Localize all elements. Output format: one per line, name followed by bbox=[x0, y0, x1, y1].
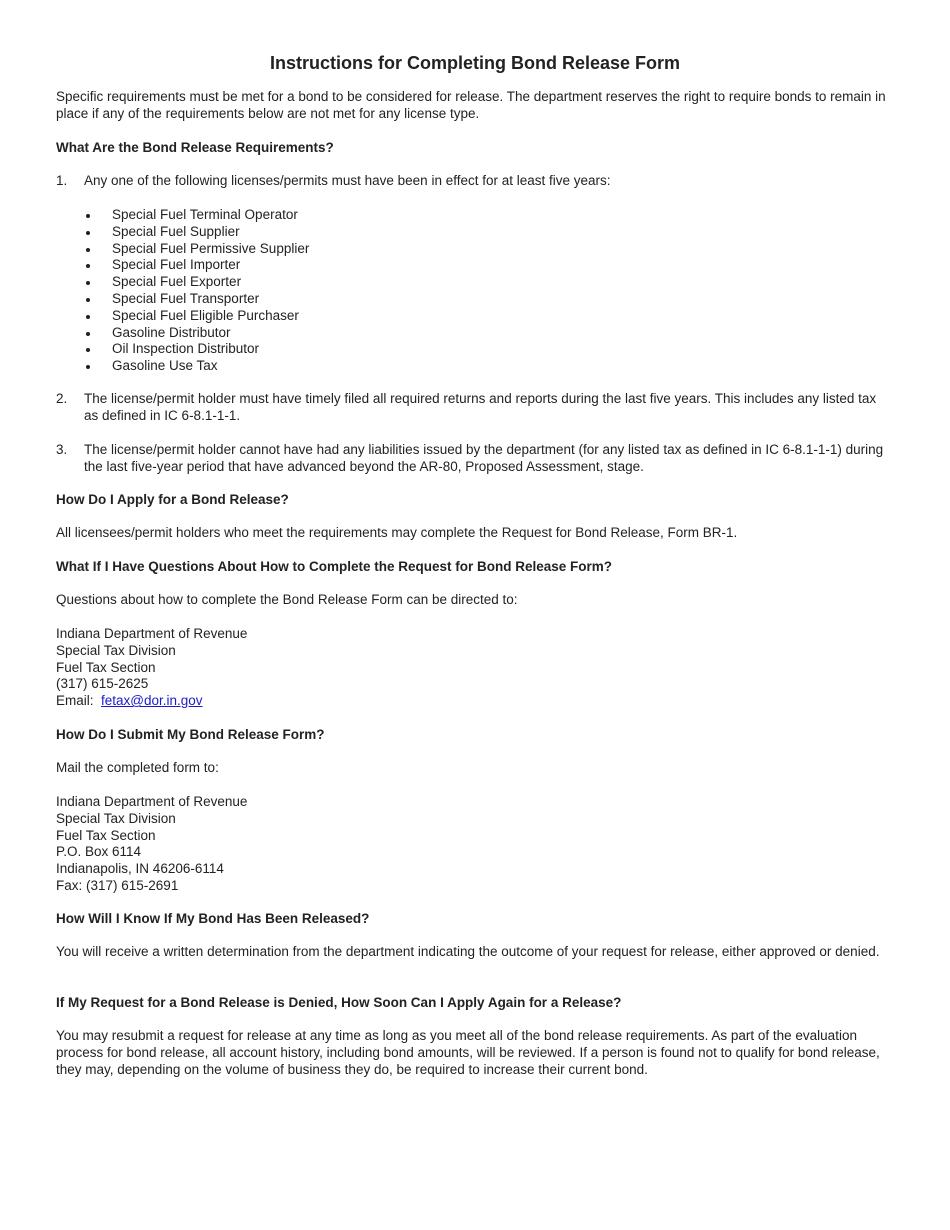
fax-line: Fax: (317) 615-2691 bbox=[56, 877, 179, 893]
address-line: Special Tax Division bbox=[56, 810, 176, 826]
intro-paragraph: Specific requirements must be met for a bond to be considered for release. The department reserves the right to require bonds to remain in place if any of the requirements below are not met for any license type. bbox=[56, 89, 886, 121]
submit-paragraph: Mail the completed form to: bbox=[56, 760, 219, 775]
list-item: Oil Inspection Distributor bbox=[56, 341, 890, 358]
bullet-icon bbox=[86, 264, 90, 268]
item-text: The license/permit holder must have timely filed all required returns and reports during the last five years. This includes any listed tax as defined in IC 6-8.1-1-1. bbox=[84, 391, 877, 423]
item-number: 2. bbox=[56, 391, 68, 406]
bullet-icon bbox=[86, 281, 90, 285]
requirement-item-2 bbox=[56, 391, 890, 425]
list-item: Special Fuel Importer bbox=[56, 257, 890, 274]
bullet-icon bbox=[86, 298, 90, 302]
item-text: Any one of the following licenses/permits must have been in effect for at least five years: bbox=[84, 173, 611, 188]
contact-line: Special Tax Division bbox=[56, 642, 176, 658]
apply-paragraph: All licensees/permit holders who meet the requirements may complete the Request for Bond Release, Form BR-1. bbox=[56, 525, 738, 540]
address-line: Indianapolis, IN 46206-6114 bbox=[56, 861, 224, 877]
requirement-item-1 bbox=[56, 173, 890, 190]
questions-heading: What If I Have Questions About How to Complete the Request for Bond Release Form? bbox=[56, 559, 613, 574]
released-paragraph: You will receive a written determination from the department indicating the outcome of your request for release, either approved or denied. bbox=[56, 944, 880, 959]
contact-line: Fuel Tax Section bbox=[56, 659, 156, 675]
contact-email-line bbox=[56, 693, 890, 710]
bullet-icon bbox=[86, 248, 90, 252]
questions-contact-block bbox=[56, 626, 890, 710]
item-number: 1. bbox=[56, 173, 68, 188]
bullet-icon bbox=[86, 315, 90, 319]
bullet-icon bbox=[86, 348, 90, 352]
bullet-icon bbox=[86, 332, 90, 336]
denied-heading: If My Request for a Bond Release is Denied, How Soon Can I Apply Again for a Release? bbox=[56, 995, 622, 1010]
item-number: 3. bbox=[56, 442, 68, 457]
questions-paragraph: Questions about how to complete the Bond Release Form can be directed to: bbox=[56, 592, 518, 607]
list-item: Gasoline Distributor bbox=[56, 325, 890, 342]
address-line: P.O. Box 6114 bbox=[56, 844, 142, 860]
submit-heading: How Do I Submit My Bond Release Form? bbox=[56, 727, 325, 742]
list-item: Special Fuel Exporter bbox=[56, 274, 890, 291]
list-item: Special Fuel Terminal Operator bbox=[56, 207, 890, 224]
contact-line: Indiana Department of Revenue bbox=[56, 626, 248, 641]
bullet-icon bbox=[86, 231, 90, 235]
item-text: The license/permit holder cannot have had any liabilities issued by the department (for any listed tax as defined in IC 6-8.1-1-1) during the last five-year period that have advanced beyond the AR-80, Proposed Assessment, stage. bbox=[84, 442, 884, 474]
email-label: Email: bbox=[56, 693, 94, 709]
list-item: Special Fuel Eligible Purchaser bbox=[56, 308, 890, 325]
list-item: Gasoline Use Tax bbox=[56, 358, 890, 375]
address-line: Indiana Department of Revenue bbox=[56, 794, 248, 809]
page-title: Instructions for Completing Bond Release Form bbox=[269, 53, 681, 73]
denied-paragraph: You may resubmit a request for release at any time as long as you meet all of the bond release requirements. As part of the evaluation process for bond release, all account history, including bond amounts, will be reviewed. If a person is found not to qualify for bond release, they may, depending on the volume of business they do, be required to increase their current bond. bbox=[56, 1028, 880, 1077]
email-link[interactable]: fetax@dor.in.gov bbox=[101, 693, 203, 709]
bullet-icon bbox=[86, 365, 90, 369]
contact-phone: (317) 615-2625 bbox=[56, 676, 149, 692]
list-item: Special Fuel Permissive Supplier bbox=[56, 241, 890, 258]
released-heading: How Will I Know If My Bond Has Been Released? bbox=[56, 911, 370, 926]
requirements-heading: What Are the Bond Release Requirements? bbox=[56, 140, 334, 155]
list-item: Special Fuel Supplier bbox=[56, 224, 890, 241]
address-line: Fuel Tax Section bbox=[56, 827, 156, 843]
license-list bbox=[56, 207, 890, 375]
mailing-address-block bbox=[56, 794, 890, 895]
apply-heading: How Do I Apply for a Bond Release? bbox=[56, 492, 289, 507]
requirement-item-3 bbox=[56, 442, 890, 476]
list-item: Special Fuel Transporter bbox=[56, 291, 890, 308]
bullet-icon bbox=[86, 214, 90, 218]
